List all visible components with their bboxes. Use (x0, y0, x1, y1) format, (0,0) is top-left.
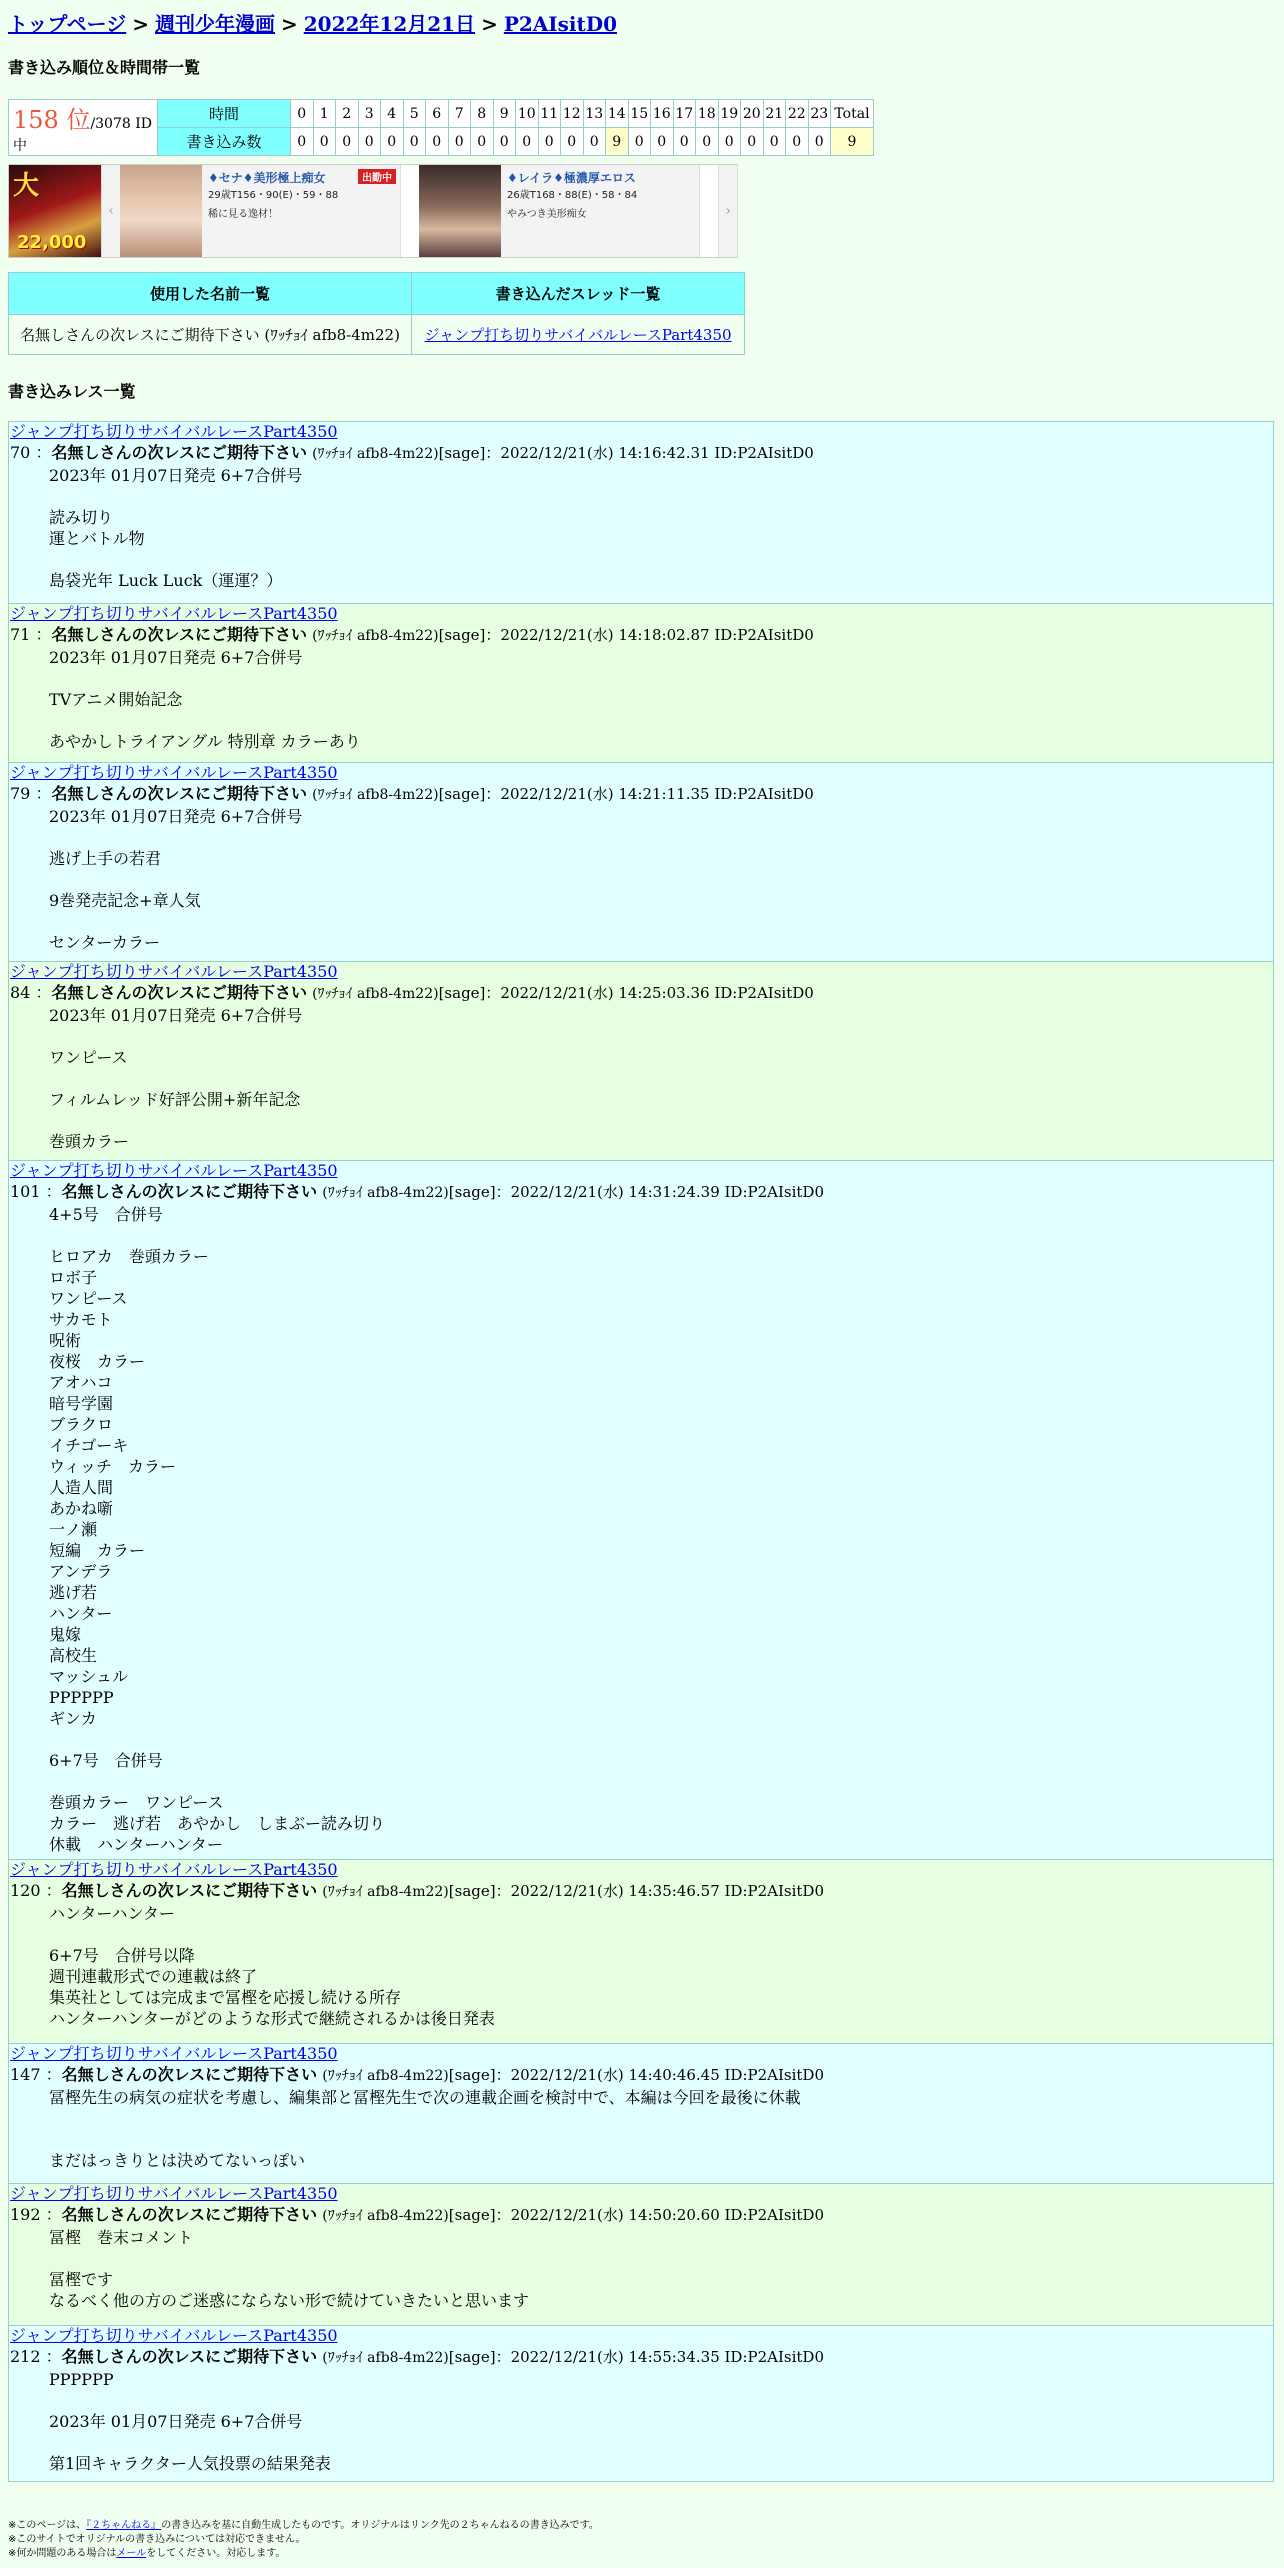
post-thread-link[interactable]: ジャンプ打ち切りサバイバルレースPart4350 (10, 2044, 338, 2063)
post (8, 2043, 1274, 2184)
footer-mail-link[interactable]: メール (116, 2548, 147, 2559)
post-thread-link[interactable]: ジャンプ打ち切りサバイバルレースPart4350 (10, 1860, 338, 1879)
ad-banner-strip[interactable] (8, 164, 738, 258)
hour-cell: 18 (696, 100, 719, 128)
hour-cell: 0 (291, 100, 314, 128)
used-name: 名無しさんの次レスにご期待下さい (ﾜｯﾁｮｲ afb8-4m22) (9, 315, 412, 355)
names-column-header: 使用した名前一覧 (9, 273, 412, 315)
post-author-name: 名無しさんの次レスにご期待下さい (61, 2347, 318, 2366)
hour-cell: 8 (471, 100, 494, 128)
post-thread-link[interactable]: ジャンプ打ち切りサバイバルレースPart4350 (10, 604, 338, 623)
post (8, 2325, 1274, 2482)
count-cell: 0 (786, 128, 809, 156)
ad-card[interactable] (419, 165, 700, 257)
hour-cell: 13 (583, 100, 606, 128)
post-author-name: 名無しさんの次レスにご期待下さい (51, 625, 307, 644)
post-body: PPPPPP 2023年 01月07日発売 6+7合併号 第1回キャラクター人気投票の結果発表 (49, 2370, 331, 2473)
hour-cell: 1 (313, 100, 336, 128)
count-cell: 0 (651, 128, 674, 156)
footer-line: ※このサイトでオリジナルの書き込みについては対応できません。 (8, 2534, 306, 2545)
count-label: 書き込み数 (158, 128, 291, 156)
footer-line (8, 2547, 599, 2561)
post-header: 70 ：名無しさんの次レスにご期待下さい (ﾜｯﾁｮｲ afb8-4m22)[sage]：2022/12/21(水) 14:16:42.31 ID:P2AIsitD0 (10, 443, 814, 462)
count-cell: 0 (583, 128, 606, 156)
ad-card-name: ♦セナ♦美形極上痴女 (208, 171, 326, 185)
hour-cell: 4 (381, 100, 404, 128)
post-number[interactable]: 101 (10, 1182, 41, 1201)
post-body: 2023年 01月07日発売 6+7合併号 読み切り 運とバトル物 島袋光年 Luck Luck（運運？） (49, 466, 303, 590)
post-author-name: 名無しさんの次レスにご期待下さい (61, 2205, 318, 2224)
post (8, 421, 1274, 604)
post-number[interactable]: 70 (10, 443, 31, 462)
count-cell: 0 (493, 128, 516, 156)
thread-cell (412, 315, 745, 355)
count-cell: 0 (471, 128, 494, 156)
hour-cell: 15 (628, 100, 651, 128)
post (8, 961, 1274, 1161)
hour-cell: 6 (426, 100, 449, 128)
post-number[interactable]: 79 (10, 784, 31, 803)
post-meta: [sage]：2022/12/21(水) 14:21:11.35 ID:P2AIsitD0 (438, 785, 814, 803)
hour-total-label: Total (831, 100, 874, 128)
post-author-name: 名無しさんの次レスにご期待下さい (61, 1881, 318, 1900)
footer-text: をしてください。対応します。 (146, 2548, 286, 2559)
post-thread-link[interactable]: ジャンプ打ち切りサバイバルレースPart4350 (10, 2326, 338, 2345)
post-body: 冨樫先生の病気の症状を考慮し、編集部と冨樫先生で次の連載企画を検討中で、本編は今回を最後に休載 まだはっきりとは決めてないっぽい (49, 2088, 801, 2170)
hour-cell: 12 (561, 100, 584, 128)
post-header: 79 ：名無しさんの次レスにご期待下さい (ﾜｯﾁｮｲ afb8-4m22)[sage]：2022/12/21(水) 14:21:11.35 ID:P2AIsitD0 (10, 784, 814, 803)
count-cell: 0 (291, 128, 314, 156)
post-thread-link[interactable]: ジャンプ打ち切りサバイバルレースPart4350 (10, 2184, 338, 2203)
ad-card-spec: 26歳T168・88(E)・58・84 (507, 190, 638, 201)
hour-cell: 19 (718, 100, 741, 128)
post-body: ハンターハンター 6+7号 合併号以降 週刊連載形式での連載は終了 集英社としては完成まで冨樫を応援し続ける所存 ハンターハンターがどのような形式で継続されるかは後日発表 (49, 1904, 495, 2028)
ranking-heading: 書き込み順位＆時間帯一覧 (8, 58, 201, 77)
count-cell: 0 (448, 128, 471, 156)
footer-text: の書き込みを基に自動生成したものです。オリジナルはリンク先の２ちゃんねるの書き込みです。 (161, 2520, 599, 2531)
post-number[interactable]: 147 (10, 2065, 41, 2084)
post-header: 101 ：名無しさんの次レスにご期待下さい (ﾜｯﾁｮｲ afb8-4m22)[sage]：2022/12/21(水) 14:31:24.39 ID:P2AIsitD0 (10, 1182, 825, 1201)
breadcrumb-separator: > (481, 12, 498, 36)
post-author-trip: (ﾜｯﾁｮｲ afb8-4m22) (322, 2350, 449, 2366)
footer (8, 2519, 599, 2561)
count-total: 9 (831, 128, 874, 156)
post (8, 603, 1274, 763)
ad-photo (120, 165, 202, 257)
post-body: 4+5号 合併号 ヒロアカ 巻頭カラー ロボ子 ワンピース サカモト 呪術 夜桜 カラー アオハコ 暗号学園 ブラクロ イチゴーキ ウィッチ カラー 人造人間 あかね噺 一ノ瀬 短編 カラー アンデラ 逃げ若 ハンター 鬼嫁 高校生 マッシュル PPPPPP ギンカ 6+7号 合併号 巻頭カラー ワンピース カラー 逃げ若 あやかし しまぶー読み切り 休載 ハンターハンター (49, 1205, 386, 1854)
post-author-trip: (ﾜｯﾁｮｲ afb8-4m22) (312, 446, 439, 462)
count-cell: 0 (741, 128, 764, 156)
post-header: 71 ：名無しさんの次レスにご期待下さい (ﾜｯﾁｮｲ afb8-4m22)[sage]：2022/12/21(水) 14:18:02.87 ID:P2AIsitD0 (10, 625, 814, 644)
post-meta: [sage]：2022/12/21(水) 14:31:24.39 ID:P2AIsitD0 (448, 1183, 825, 1201)
post-author-name: 名無しさんの次レスにご期待下さい (61, 1182, 318, 1201)
hour-cell: 3 (358, 100, 381, 128)
time-label: 時間 (158, 100, 291, 128)
post-meta: [sage]：2022/12/21(水) 14:55:34.35 ID:P2AIsitD0 (448, 2348, 825, 2366)
ad-banner-image[interactable] (9, 165, 101, 257)
ad-next-arrow-icon[interactable]: › (718, 165, 738, 257)
footer-line (8, 2519, 599, 2533)
hour-cell: 5 (403, 100, 426, 128)
post-header: 212 ：名無しさんの次レスにご期待下さい (ﾜｯﾁｮｲ afb8-4m22)[sage]：2022/12/21(水) 14:55:34.35 ID:P2AIsitD0 (10, 2347, 825, 2366)
rank-total: /3078 ID中 (13, 116, 152, 154)
post-body: 冨樫 巻末コメント 冨樫です なるべく他の方のご迷惑にならない形で続けていきたいと思います (49, 2228, 530, 2310)
breadcrumb (8, 8, 617, 37)
count-cell: 0 (403, 128, 426, 156)
count-cell: 0 (673, 128, 696, 156)
post-meta: [sage]：2022/12/21(水) 14:25:03.36 ID:P2AIsitD0 (438, 984, 814, 1002)
breadcrumb-separator: > (280, 12, 298, 36)
breadcrumb-board-link[interactable]: 週刊少年漫画 (154, 12, 275, 36)
post-meta: [sage]：2022/12/21(水) 14:50:20.60 ID:P2AIsitD0 (448, 2206, 825, 2224)
hour-cell: 21 (763, 100, 786, 128)
post-author-trip: (ﾜｯﾁｮｲ afb8-4m22) (312, 628, 439, 644)
count-cell: 0 (336, 128, 359, 156)
post-body: 2023年 01月07日発売 6+7合併号 逃げ上手の若君 9巻発売記念+章人気 センターカラー (49, 807, 303, 952)
count-cell: 0 (628, 128, 651, 156)
count-cell: 0 (718, 128, 741, 156)
post-author-trip: (ﾜｯﾁｮｲ afb8-4m22) (312, 787, 439, 803)
hour-cell: 22 (786, 100, 809, 128)
ad-banner-big-text: 大 (13, 171, 40, 201)
post-body: 2023年 01月07日発売 6+7合併号 TVアニメ開始記念 あやかしトライアングル 特別章 カラーあり (49, 648, 361, 751)
post-author-name: 名無しさんの次レスにご期待下さい (61, 2065, 318, 2084)
post-author-trip: (ﾜｯﾁｮｲ afb8-4m22) (322, 1185, 449, 1201)
hour-cell: 11 (538, 100, 561, 128)
post-meta: [sage]：2022/12/21(水) 14:16:42.31 ID:P2AIsitD0 (438, 444, 814, 462)
rank-position: 158 位 (13, 106, 91, 134)
count-cell: 0 (763, 128, 786, 156)
count-cell: 0 (808, 128, 831, 156)
post-number[interactable]: 84 (10, 983, 31, 1002)
post (8, 1859, 1274, 2044)
hour-cell: 7 (448, 100, 471, 128)
breadcrumb-separator: > (132, 12, 149, 36)
count-cell: 0 (538, 128, 561, 156)
post-author-trip: (ﾜｯﾁｮｲ afb8-4m22) (322, 2068, 449, 2084)
hour-cell: 10 (516, 100, 539, 128)
threads-column-header: 書き込んだスレッド一覧 (412, 273, 745, 315)
post-author-trip: (ﾜｯﾁｮｲ afb8-4m22) (322, 1884, 449, 1900)
ad-card-desc: やみつき美形痴女 (507, 209, 587, 220)
ad-card[interactable] (120, 165, 401, 257)
breadcrumb-date-link[interactable]: 2022年12月21日 (303, 12, 476, 36)
post-number[interactable]: 192 (10, 2205, 41, 2224)
post-thread-link[interactable]: ジャンプ打ち切りサバイバルレースPart4350 (10, 422, 338, 441)
thread-link[interactable]: ジャンプ打ち切りサバイバルレースPart4350 (424, 326, 732, 344)
post-header: 120 ：名無しさんの次レスにご期待下さい (ﾜｯﾁｮｲ afb8-4m22)[sage]：2022/12/21(水) 14:35:46.57 ID:P2AIsitD0 (10, 1881, 825, 1900)
count-cell: 0 (426, 128, 449, 156)
post-author-trip: (ﾜｯﾁｮｲ afb8-4m22) (322, 2208, 449, 2224)
post (8, 1160, 1274, 1860)
hour-cell: 20 (741, 100, 764, 128)
footer-text: ※何か問題のある場合は (8, 2548, 117, 2559)
count-cell: 9 (606, 128, 629, 156)
post-header: 147 ：名無しさんの次レスにご期待下さい (ﾜｯﾁｮｲ afb8-4m22)[sage]：2022/12/21(水) 14:40:46.45 ID:P2AIsitD0 (10, 2065, 825, 2084)
count-cell: 0 (561, 128, 584, 156)
post-author-trip: (ﾜｯﾁｮｲ afb8-4m22) (312, 986, 439, 1002)
post-header: 84 ：名無しさんの次レスにご期待下さい (ﾜｯﾁｮｲ afb8-4m22)[sage]：2022/12/21(水) 14:25:03.36 ID:P2AIsitD0 (10, 983, 814, 1002)
post-meta: [sage]：2022/12/21(水) 14:18:02.87 ID:P2AIsitD0 (438, 626, 814, 644)
footer-text: ※このページは、 (8, 2520, 87, 2531)
post-author-name: 名無しさんの次レスにご期待下さい (51, 983, 307, 1002)
breadcrumb-id-link[interactable]: P2AIsitD0 (503, 12, 618, 36)
post-thread-link[interactable]: ジャンプ打ち切りサバイバルレースPart4350 (10, 962, 338, 981)
hour-cell: 9 (493, 100, 516, 128)
ad-card-spec: 29歳T156・90(E)・59・88 (208, 190, 339, 201)
post-number[interactable]: 212 (10, 2347, 41, 2366)
rank-cell (9, 100, 158, 156)
post-thread-link[interactable]: ジャンプ打ち切りサバイバルレースPart4350 (10, 763, 338, 782)
count-cell: 0 (516, 128, 539, 156)
hour-cell: 16 (651, 100, 674, 128)
hour-cell: 2 (336, 100, 359, 128)
post-body: 2023年 01月07日発売 6+7合併号 ワンピース フィルムレッド好評公開+新年記念 巻頭カラー (49, 1006, 303, 1151)
hour-cell: 23 (808, 100, 831, 128)
count-cell: 0 (381, 128, 404, 156)
count-cell: 0 (358, 128, 381, 156)
hour-cell: 17 (673, 100, 696, 128)
posts-heading: 書き込みレス一覧 (8, 382, 136, 401)
post-meta: [sage]：2022/12/21(水) 14:40:46.45 ID:P2AIsitD0 (448, 2066, 825, 2084)
ad-card-badge: 出勤中 (358, 169, 396, 184)
post-meta: [sage]：2022/12/21(水) 14:35:46.57 ID:P2AIsitD0 (448, 1882, 825, 1900)
ad-photo (419, 165, 501, 257)
names-threads-table (8, 272, 745, 355)
count-cell: 0 (313, 128, 336, 156)
post-number[interactable]: 71 (10, 625, 31, 644)
post-thread-link[interactable]: ジャンプ打ち切りサバイバルレースPart4350 (10, 1161, 338, 1180)
post (8, 2183, 1274, 2326)
ad-prev-arrow-icon[interactable]: ‹ (101, 165, 121, 257)
count-cell: 0 (696, 128, 719, 156)
ad-card-desc: 稀に見る逸材！ (208, 209, 278, 220)
ad-card-name: ♦レイラ♦極濃厚エロス (507, 171, 636, 185)
breadcrumb-home-link[interactable]: トップページ (8, 12, 127, 36)
post (8, 762, 1274, 962)
post-author-name: 名無しさんの次レスにご期待下さい (51, 784, 307, 803)
post-number[interactable]: 120 (10, 1881, 41, 1900)
footer-2ch-link[interactable]: 『２ちゃんねる』 (86, 2520, 162, 2531)
ranking-table (8, 99, 874, 156)
hour-cell: 14 (606, 100, 629, 128)
ad-banner-number: 22,000 (17, 232, 87, 253)
post-header: 192 ：名無しさんの次レスにご期待下さい (ﾜｯﾁｮｲ afb8-4m22)[sage]：2022/12/21(水) 14:50:20.60 ID:P2AIsitD0 (10, 2205, 825, 2224)
post-author-name: 名無しさんの次レスにご期待下さい (51, 443, 307, 462)
